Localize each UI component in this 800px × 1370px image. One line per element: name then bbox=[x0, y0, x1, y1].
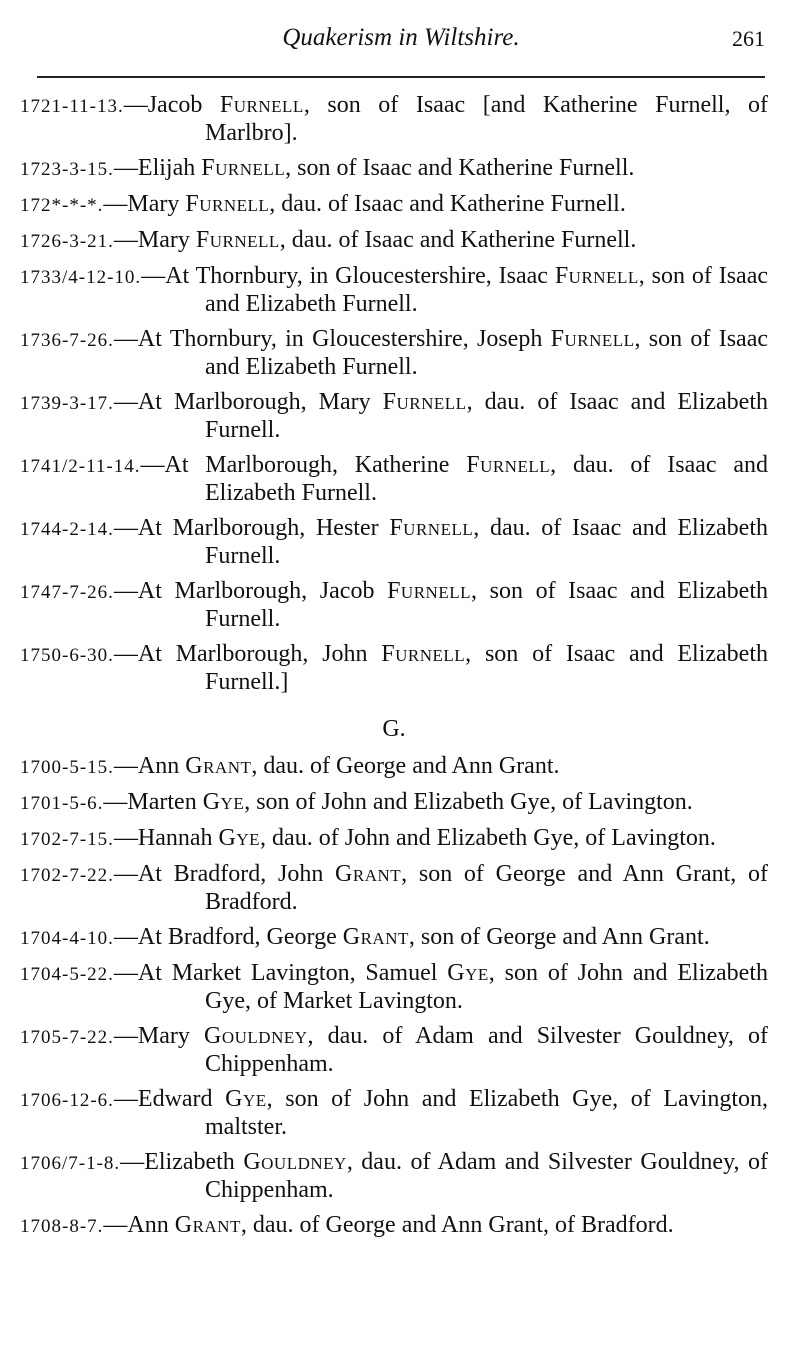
entry-text: , son of Isaac and Elizabeth Furnell. bbox=[205, 263, 769, 317]
entry-surname: Grant bbox=[335, 861, 402, 887]
register-entry bbox=[20, 155, 768, 183]
register-entry bbox=[20, 825, 768, 853]
entry-text: —At Bradford, John bbox=[113, 861, 336, 887]
entry-text: —Ann bbox=[103, 1212, 175, 1238]
entry-date: 1701-5-6. bbox=[20, 793, 104, 814]
register-entry bbox=[20, 960, 768, 1015]
entry-date: 1702-7-15. bbox=[20, 829, 114, 850]
entry-text: —Elizabeth bbox=[120, 1149, 244, 1175]
entry-surname: Gouldney bbox=[204, 1023, 308, 1049]
entry-text: —At Marlborough, Hester bbox=[113, 515, 390, 541]
register-entry bbox=[20, 1149, 768, 1204]
register-entries bbox=[20, 92, 768, 1248]
entry-surname: Furnell bbox=[185, 191, 270, 217]
entry-text: , dau. of Isaac and Elizabeth Furnell. bbox=[205, 515, 768, 569]
entry-text: —At Thornbury, in Gloucestershire, Isaac bbox=[141, 263, 555, 289]
entries-f bbox=[20, 92, 768, 696]
entry-text: —Marten bbox=[103, 789, 203, 815]
entry-text: , dau. of Isaac and Katherine Furnell. bbox=[279, 227, 637, 253]
entry-date: 1706-12-6. bbox=[20, 1090, 114, 1111]
entry-text: , dau. of George and Ann Grant. bbox=[251, 753, 560, 779]
entry-date: 1700-5-15. bbox=[20, 757, 114, 778]
entry-date: 1721-11-13. bbox=[20, 96, 124, 117]
entry-text: —Elijah bbox=[113, 155, 202, 181]
entry-surname: Furnell bbox=[389, 515, 474, 541]
entry-date: 1723-3-15. bbox=[20, 159, 114, 180]
entry-text: , dau. of John and Elizabeth Gye, of Lavington. bbox=[260, 825, 716, 851]
entry-text: , son of Isaac [and Katherine Furnell, of Marlbro]. bbox=[205, 92, 768, 146]
register-entry bbox=[20, 515, 768, 570]
entry-date: 1736-7-26. bbox=[20, 330, 114, 351]
entry-date: 1744-2-14. bbox=[20, 519, 114, 540]
entry-text: —At Bradford, George bbox=[113, 924, 343, 950]
entry-text: , dau. of Adam and Silvester Gouldney, of Chippenham. bbox=[205, 1023, 769, 1077]
entry-text: , son of Isaac and Elizabeth Furnell. bbox=[205, 326, 768, 380]
entry-text: —At Thornbury, in Gloucestershire, Joseph bbox=[113, 326, 551, 352]
entry-date: 1741/2-11-14. bbox=[20, 456, 141, 477]
register-entry bbox=[20, 1212, 768, 1240]
running-title: Quakerism in Wiltshire. bbox=[282, 24, 520, 51]
register-entry bbox=[20, 326, 768, 381]
entry-date: 1702-7-22. bbox=[20, 865, 114, 886]
entry-surname: Furnell bbox=[387, 578, 471, 604]
entry-surname: Furnell bbox=[382, 389, 467, 415]
entry-date: 1733/4-12-10. bbox=[20, 267, 142, 288]
entry-text: , son of George and Ann Grant. bbox=[408, 924, 710, 950]
entry-text: , son of George and Ann Grant, of Bradford. bbox=[205, 861, 769, 915]
entry-text: , dau. of Adam and Silvester Gouldney, of Chippenham. bbox=[205, 1149, 768, 1203]
entry-text: —Jacob bbox=[123, 92, 220, 118]
entry-text: , dau. of Isaac and Elizabeth Furnell. bbox=[205, 452, 768, 506]
entry-date: 172*-*-*. bbox=[20, 195, 104, 216]
section-heading-g: G. bbox=[382, 716, 406, 742]
entry-surname: Furnell bbox=[219, 92, 304, 118]
entry-text: , son of John and Elizabeth Gye, of Lavington. bbox=[244, 789, 693, 815]
entry-text: —Ann bbox=[113, 753, 186, 779]
entry-surname: Gouldney bbox=[243, 1149, 347, 1175]
header-rule bbox=[37, 76, 765, 78]
page-number: 261 bbox=[732, 26, 765, 51]
entry-surname: Gye bbox=[447, 960, 489, 986]
entry-date: 1750-6-30. bbox=[20, 645, 114, 666]
entry-text: —At Marlborough, Katherine bbox=[140, 452, 467, 478]
entry-surname: Furnell bbox=[554, 263, 639, 289]
entry-surname: Furnell bbox=[466, 452, 551, 478]
entry-text: —At Marlborough, Jacob bbox=[113, 578, 388, 604]
entry-surname: Furnell bbox=[550, 326, 635, 352]
entry-text: , dau. of Isaac and Elizabeth Furnell. bbox=[205, 389, 768, 443]
register-entry bbox=[20, 924, 768, 952]
entry-surname: Grant bbox=[342, 924, 409, 950]
register-entry bbox=[20, 578, 768, 633]
register-entry bbox=[20, 641, 768, 696]
entry-text: , son of Isaac and Elizabeth Furnell. bbox=[205, 578, 768, 632]
entry-text: —At Marlborough, Mary bbox=[113, 389, 383, 415]
register-entry bbox=[20, 389, 768, 444]
entry-date: 1705-7-22. bbox=[20, 1027, 114, 1048]
entry-surname: Grant bbox=[174, 1212, 241, 1238]
register-entry bbox=[20, 191, 768, 219]
entry-date: 1747-7-26. bbox=[20, 582, 114, 603]
entry-date: 1708-8-7. bbox=[20, 1216, 104, 1237]
entries-g bbox=[20, 753, 768, 1240]
entry-text: —Mary bbox=[113, 227, 196, 253]
entry-surname: Gye bbox=[218, 825, 261, 851]
entry-surname: Furnell bbox=[381, 641, 466, 667]
register-entry bbox=[20, 789, 768, 817]
entry-text: , dau. of Isaac and Katherine Furnell. bbox=[269, 191, 626, 217]
running-header bbox=[37, 22, 765, 62]
entry-surname: Gye bbox=[202, 789, 245, 815]
entry-text: —At Market Lavington, Samuel bbox=[113, 960, 448, 986]
register-entry bbox=[20, 861, 768, 916]
entry-text: —Edward bbox=[113, 1086, 226, 1112]
entry-text: —Mary bbox=[113, 1023, 205, 1049]
register-entry bbox=[20, 263, 768, 318]
entry-date: 1739-3-17. bbox=[20, 393, 114, 414]
entry-date: 1704-5-22. bbox=[20, 964, 114, 985]
entry-text: , son of Isaac and Katherine Furnell. bbox=[285, 155, 635, 181]
entry-date: 1726-3-21. bbox=[20, 231, 114, 252]
entry-surname: Furnell bbox=[201, 155, 286, 181]
entry-date: 1706/7-1-8. bbox=[20, 1153, 121, 1174]
register-entry bbox=[20, 92, 768, 147]
entry-text: —Hannah bbox=[113, 825, 219, 851]
register-entry bbox=[20, 1023, 768, 1078]
entry-surname: Gye bbox=[225, 1086, 267, 1112]
register-entry bbox=[20, 1086, 768, 1141]
entry-text: , son of John and Elizabeth Gye, of Market Lavington. bbox=[205, 960, 768, 1014]
register-entry bbox=[20, 753, 768, 781]
register-entry bbox=[20, 452, 768, 507]
entry-surname: Furnell bbox=[195, 227, 280, 253]
entry-text: , son of John and Elizabeth Gye, of Lavington, maltster. bbox=[205, 1086, 768, 1140]
entry-date: 1704-4-10. bbox=[20, 928, 114, 949]
entry-text: , dau. of George and Ann Grant, of Bradford. bbox=[240, 1212, 674, 1238]
entry-text: , son of Isaac and Elizabeth Furnell.] bbox=[205, 641, 769, 695]
register-entry bbox=[20, 227, 768, 255]
entry-text: —Mary bbox=[103, 191, 186, 217]
entry-surname: Grant bbox=[185, 753, 252, 779]
entry-text: —At Marlborough, John bbox=[113, 641, 382, 667]
